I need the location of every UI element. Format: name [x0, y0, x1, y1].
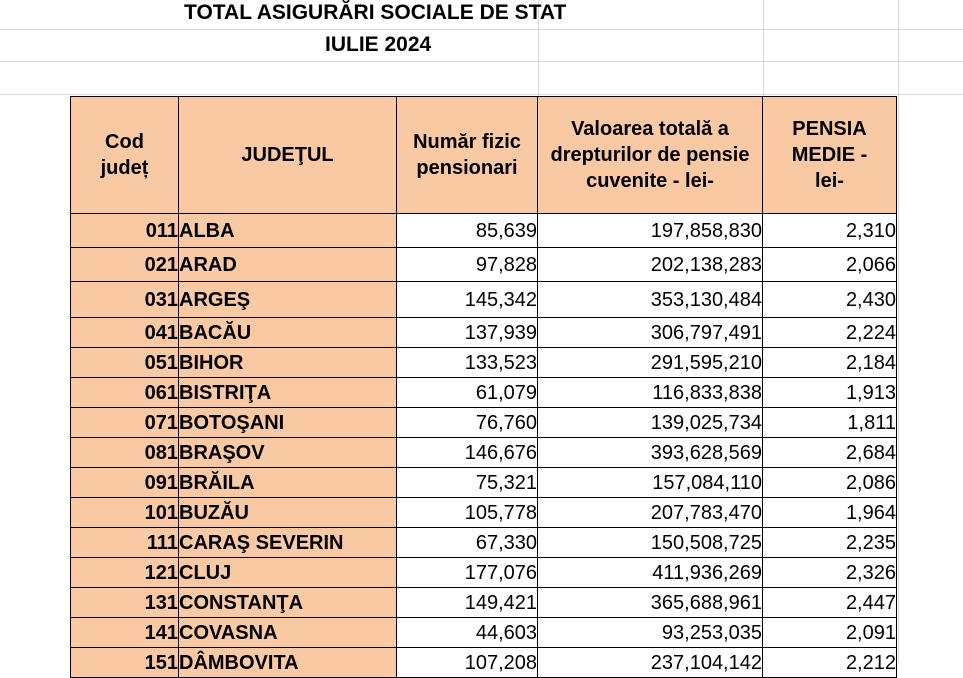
cell-judet[interactable]: CONSTANŢA: [179, 588, 397, 618]
table-row: [71, 618, 897, 648]
table-row: [71, 438, 897, 468]
page-title: TOTAL ASIGURĂRI SOCIALE DE STAT: [184, 1, 567, 24]
cell-pensia[interactable]: 2,310: [763, 214, 897, 248]
cell-cod[interactable]: 031: [71, 282, 179, 318]
cell-numar[interactable]: 137,939: [397, 318, 538, 348]
cell-pensia[interactable]: 2,184: [763, 348, 897, 378]
cell-numar[interactable]: 145,342: [397, 282, 538, 318]
cell-pensia[interactable]: 2,430: [763, 282, 897, 318]
cell-judet[interactable]: CARAŞ SEVERIN: [179, 528, 397, 558]
cell-pensia[interactable]: 2,684: [763, 438, 897, 468]
cell-pensia[interactable]: 2,235: [763, 528, 897, 558]
cell-pensia[interactable]: 2,224: [763, 318, 897, 348]
cell-pensia[interactable]: 2,086: [763, 468, 897, 498]
cell-numar[interactable]: 133,523: [397, 348, 538, 378]
cell-cod[interactable]: 081: [71, 438, 179, 468]
cell-numar[interactable]: 76,760: [397, 408, 538, 438]
cell-judet[interactable]: BIHOR: [179, 348, 397, 378]
cell-valoare[interactable]: 353,130,484: [538, 282, 763, 318]
table-row: [71, 558, 897, 588]
page-subtitle: IULIE 2024: [325, 33, 432, 56]
table-row: [71, 528, 897, 558]
cell-cod[interactable]: 141: [71, 618, 179, 648]
cell-judet[interactable]: BISTRIŢA: [179, 378, 397, 408]
cell-cod[interactable]: 071: [71, 408, 179, 438]
header-row: [71, 97, 897, 214]
table-row: [71, 214, 897, 248]
cell-cod[interactable]: 061: [71, 378, 179, 408]
cell-valoare[interactable]: 93,253,035: [538, 618, 763, 648]
cell-numar[interactable]: 105,778: [397, 498, 538, 528]
cell-numar[interactable]: 107,208: [397, 648, 538, 678]
cell-pensia[interactable]: 2,091: [763, 618, 897, 648]
cell-valoare[interactable]: 202,138,283: [538, 248, 763, 282]
header-judet[interactable]: JUDEŢUL: [179, 97, 397, 214]
cell-numar[interactable]: 177,076: [397, 558, 538, 588]
grid-line: [763, 0, 764, 96]
cell-valoare[interactable]: 197,858,830: [538, 214, 763, 248]
pension-table: [70, 96, 897, 678]
cell-valoare[interactable]: 237,104,142: [538, 648, 763, 678]
header-pensia[interactable]: PENSIA MEDIE -lei-: [763, 97, 897, 214]
grid-line: [0, 61, 963, 62]
cell-numar[interactable]: 149,421: [397, 588, 538, 618]
cell-valoare[interactable]: 116,833,838: [538, 378, 763, 408]
cell-judet[interactable]: DÂMBOVITA: [179, 648, 397, 678]
cell-numar[interactable]: 75,321: [397, 468, 538, 498]
cell-numar[interactable]: 85,639: [397, 214, 538, 248]
cell-judet[interactable]: BRAŞOV: [179, 438, 397, 468]
grid-line: [0, 29, 963, 30]
cell-pensia[interactable]: 1,913: [763, 378, 897, 408]
cell-numar[interactable]: 67,330: [397, 528, 538, 558]
cell-judet[interactable]: CLUJ: [179, 558, 397, 588]
cell-valoare[interactable]: 207,783,470: [538, 498, 763, 528]
cell-valoare[interactable]: 411,936,269: [538, 558, 763, 588]
cell-cod[interactable]: 091: [71, 468, 179, 498]
cell-numar[interactable]: 146,676: [397, 438, 538, 468]
table-row: [71, 318, 897, 348]
table-row: [71, 468, 897, 498]
cell-cod[interactable]: 051: [71, 348, 179, 378]
cell-pensia[interactable]: 2,066: [763, 248, 897, 282]
cell-valoare[interactable]: 139,025,734: [538, 408, 763, 438]
header-cod[interactable]: Cod județ: [71, 97, 179, 214]
header-valoare[interactable]: Valoarea totală a drepturilor de pensie cuvenite - lei-: [538, 97, 763, 214]
cell-numar[interactable]: 97,828: [397, 248, 538, 282]
cell-pensia[interactable]: 2,326: [763, 558, 897, 588]
header-numar[interactable]: Număr fizic pensionari: [397, 97, 538, 214]
cell-judet[interactable]: ARAD: [179, 248, 397, 282]
table-row: [71, 588, 897, 618]
cell-judet[interactable]: ARGEŞ: [179, 282, 397, 318]
cell-valoare[interactable]: 157,084,110: [538, 468, 763, 498]
table-row: [71, 498, 897, 528]
cell-judet[interactable]: BACĂU: [179, 318, 397, 348]
cell-valoare[interactable]: 306,797,491: [538, 318, 763, 348]
cell-numar[interactable]: 44,603: [397, 618, 538, 648]
cell-valoare[interactable]: 150,508,725: [538, 528, 763, 558]
cell-cod[interactable]: 151: [71, 648, 179, 678]
cell-cod[interactable]: 121: [71, 558, 179, 588]
cell-judet[interactable]: ALBA: [179, 214, 397, 248]
cell-pensia[interactable]: 1,964: [763, 498, 897, 528]
cell-numar[interactable]: 61,079: [397, 378, 538, 408]
cell-cod[interactable]: 111: [71, 528, 179, 558]
cell-cod[interactable]: 101: [71, 498, 179, 528]
cell-judet[interactable]: BRĂILA: [179, 468, 397, 498]
cell-valoare[interactable]: 291,595,210: [538, 348, 763, 378]
cell-judet[interactable]: BOTOŞANI: [179, 408, 397, 438]
cell-pensia[interactable]: 2,212: [763, 648, 897, 678]
table-row: [71, 348, 897, 378]
cell-judet[interactable]: BUZĂU: [179, 498, 397, 528]
cell-cod[interactable]: 131: [71, 588, 179, 618]
cell-cod[interactable]: 041: [71, 318, 179, 348]
table-row: [71, 248, 897, 282]
cell-valoare[interactable]: 393,628,569: [538, 438, 763, 468]
table-row: [71, 408, 897, 438]
table-row: [71, 378, 897, 408]
cell-valoare[interactable]: 365,688,961: [538, 588, 763, 618]
cell-cod[interactable]: 021: [71, 248, 179, 282]
grid-line: [0, 94, 963, 95]
table-row: [71, 282, 897, 318]
cell-cod[interactable]: 011: [71, 214, 179, 248]
grid-line: [898, 0, 899, 663]
cell-pensia[interactable]: 2,447: [763, 588, 897, 618]
cell-judet[interactable]: COVASNA: [179, 618, 397, 648]
cell-pensia[interactable]: 1,811: [763, 408, 897, 438]
